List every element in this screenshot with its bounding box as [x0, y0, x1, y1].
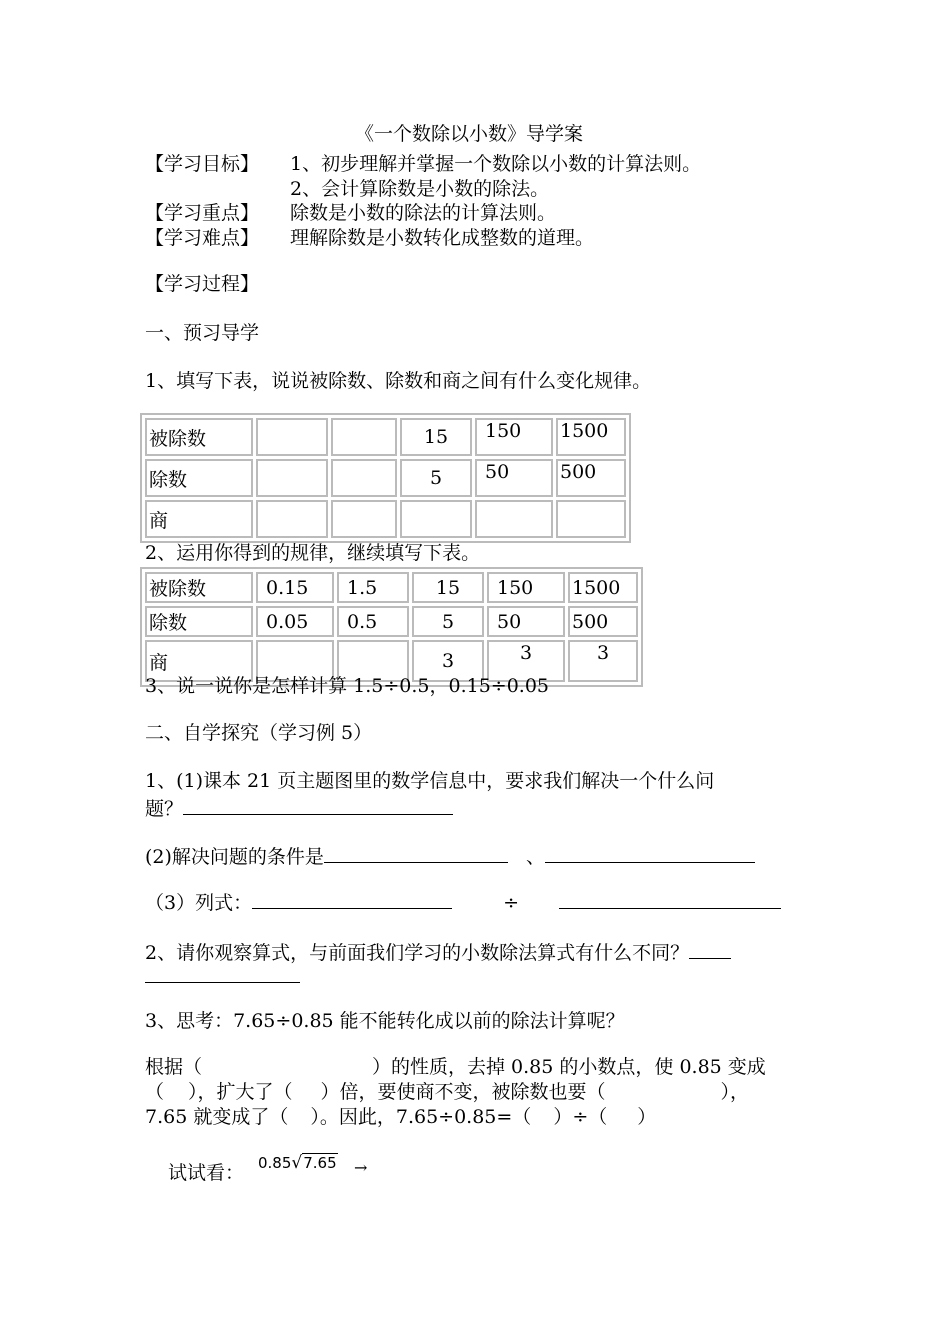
- table-cell: 15: [412, 572, 484, 603]
- process-label: 【学习过程】: [145, 273, 260, 295]
- try-label: 试试看：: [168, 1162, 245, 1184]
- table-cell: 5: [400, 459, 472, 497]
- key-text: 除数是小数的除法的计算法则。: [290, 202, 557, 224]
- key-label: 【学习重点】: [145, 202, 260, 224]
- para-text: ），: [720, 1081, 750, 1103]
- goal-item-1: 1、初步理解并掌握一个数除以小数的计算法则。: [290, 153, 702, 175]
- page-title: 《一个数除以小数》导学案: [355, 123, 584, 145]
- divisor: 0.85: [258, 1154, 292, 1172]
- table-cell: [556, 500, 626, 538]
- radical-sign-icon: √: [291, 1153, 303, 1173]
- table-cell: 50: [475, 459, 553, 497]
- table-row: [145, 572, 638, 603]
- q1-3-prefix: （3）列式：: [145, 892, 253, 914]
- table-cell: 500: [568, 606, 638, 637]
- table-cell: [331, 418, 397, 456]
- table-cell: 0.05: [256, 606, 334, 637]
- para-text: （: [145, 1081, 165, 1103]
- para-text: ）÷（: [553, 1106, 608, 1128]
- table-cell: 商: [145, 640, 253, 682]
- table-cell: 150: [475, 418, 553, 456]
- answer-blank[interactable]: [689, 938, 731, 959]
- section2-q1-2: [145, 842, 755, 869]
- long-division-expression: [258, 1153, 338, 1173]
- difficulty-text: 理解除数是小数转化成整数的道理。: [290, 227, 595, 249]
- table-cell: 除数: [145, 459, 253, 497]
- paragraph-line-1: [145, 1055, 766, 1079]
- table-cell: 1500: [568, 572, 638, 603]
- table-row: [145, 459, 626, 497]
- dividend: 7.65: [303, 1154, 337, 1172]
- para-text: ）的性质，去掉 0.85 的小数点，使 0.85 变成: [372, 1056, 766, 1078]
- answer-blank[interactable]: [545, 842, 755, 863]
- answer-blank[interactable]: [183, 794, 453, 815]
- q1-2-prefix: (2)解决问题的条件是: [145, 846, 324, 868]
- q2-text: 2、请你观察算式，与前面我们学习的小数除法算式有什么不同？: [145, 942, 690, 964]
- goal-item-2: 2、会计算除数是小数的除法。: [290, 178, 550, 200]
- table-cell: [331, 459, 397, 497]
- table-cell: 150: [487, 572, 565, 603]
- section2-q2: [145, 938, 731, 965]
- table-cell: 被除数: [145, 572, 253, 603]
- difficulty-label: 【学习难点】: [145, 227, 260, 249]
- q1-prefix: 题？: [145, 798, 184, 820]
- section2-q1-line2: [145, 794, 453, 821]
- answer-blank[interactable]: [145, 962, 300, 983]
- table-cell: 1500: [556, 418, 626, 456]
- table-cell: 5: [412, 606, 484, 637]
- section1-q1: 1、填写下表，说说被除数、除数和商之间有什么变化规律。: [145, 370, 652, 392]
- section1-q3: 3、说一说你是怎样计算 1.5÷0.5，0.15÷0.05: [145, 675, 550, 697]
- para-text: 根据（: [145, 1056, 203, 1078]
- q1-2-sep: 、: [525, 846, 545, 868]
- answer-blank[interactable]: [324, 842, 508, 863]
- table-cell: [256, 459, 328, 497]
- answer-blank[interactable]: [559, 888, 781, 909]
- answer-blank[interactable]: [252, 888, 452, 909]
- table-cell: [256, 500, 328, 538]
- paragraph-line-3: [145, 1105, 656, 1129]
- section1-heading: 一、预习导学: [145, 322, 260, 344]
- table-row: [145, 500, 626, 538]
- section2-q3: 3、思考：7.65÷0.85 能不能转化成以前的除法计算呢？: [145, 1010, 625, 1032]
- table-cell: 0.5: [337, 606, 409, 637]
- table-cell: 3: [568, 640, 638, 682]
- table-cell: 3: [412, 640, 484, 682]
- table-cell: 商: [145, 500, 253, 538]
- table-cell: 50: [487, 606, 565, 637]
- para-text: ）倍，要使商不变，被除数也要（: [320, 1081, 606, 1103]
- section1-q2: 2、运用你得到的规律，继续填写下表。: [145, 542, 481, 564]
- table-cell: 1.5: [337, 572, 409, 603]
- table-cell: 3: [487, 640, 565, 682]
- table-cell: [331, 500, 397, 538]
- section2-q1-3: [145, 888, 781, 915]
- table-cell: 15: [400, 418, 472, 456]
- section2-q1-line1: 1、(1)课本 21 页主题图里的数学信息中，要求我们解决一个什么问: [145, 770, 715, 792]
- section2-heading: 二、自学探究（学习例 5）: [145, 722, 373, 744]
- para-text: ）。因此，7.65÷0.85=（: [310, 1106, 532, 1128]
- table-cell: [400, 500, 472, 538]
- table-cell: 被除数: [145, 418, 253, 456]
- table-cell: [256, 418, 328, 456]
- goals-label: 【学习目标】: [145, 153, 260, 175]
- para-text: ）: [637, 1106, 657, 1128]
- table-2: [140, 567, 643, 687]
- table-cell: [475, 500, 553, 538]
- para-text: 7.65 就变成了（: [145, 1106, 289, 1128]
- paragraph-line-2: [145, 1080, 749, 1104]
- arrow-icon: →: [354, 1158, 368, 1177]
- divide-sign: ÷: [503, 892, 520, 914]
- table-cell: 0.15: [256, 572, 334, 603]
- table-cell: 除数: [145, 606, 253, 637]
- section2-q2-cont: [145, 962, 300, 989]
- table-1: [140, 413, 631, 543]
- table-row: [145, 418, 626, 456]
- table-cell: 500: [556, 459, 626, 497]
- table-row: [145, 606, 638, 637]
- para-text: ），扩大了（: [188, 1081, 293, 1103]
